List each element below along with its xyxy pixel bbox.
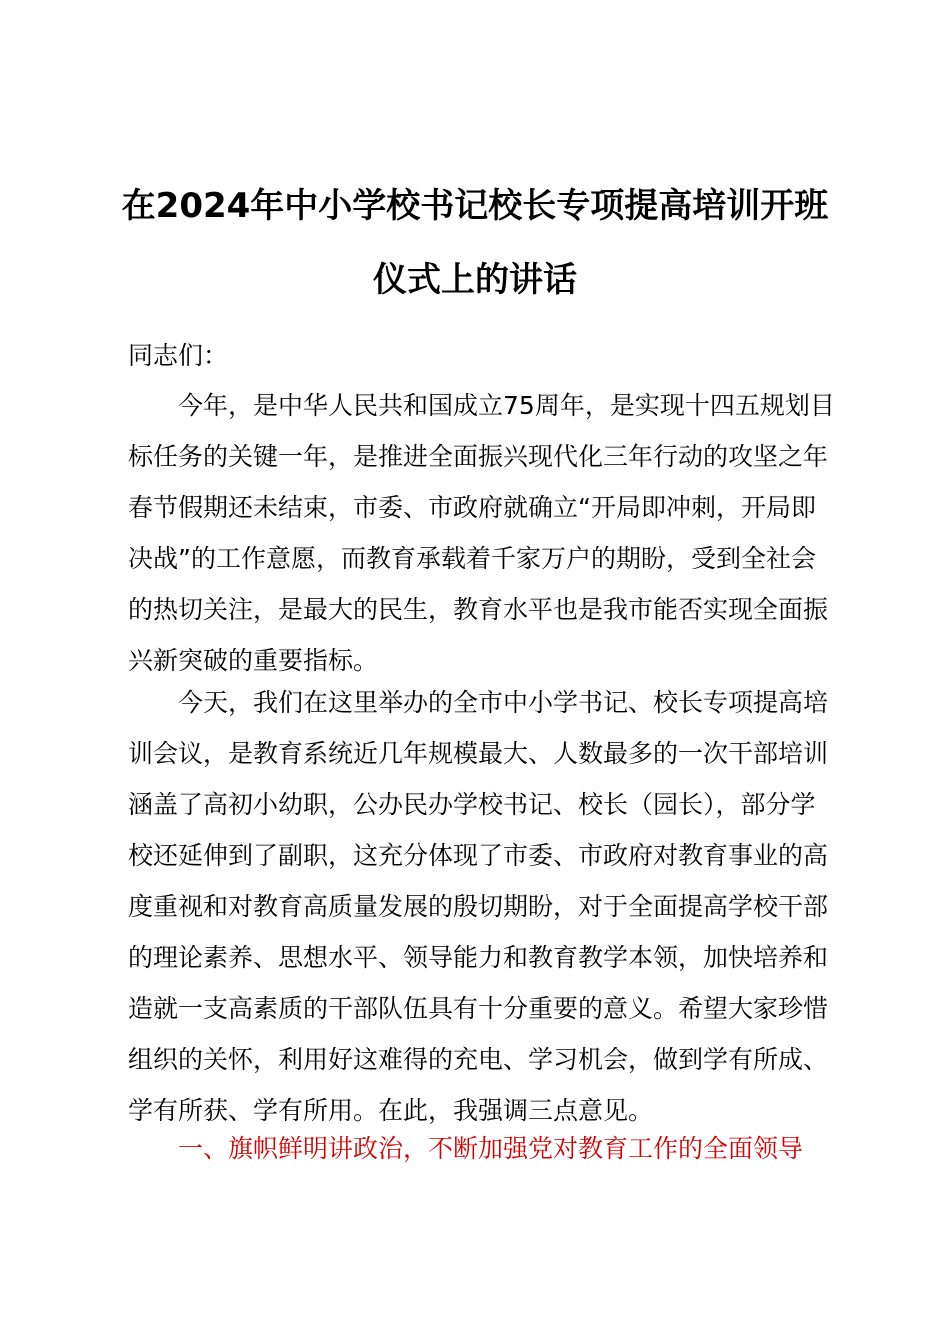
paragraph-line: 决战”的工作意愿，而教育承载着千家万户的期盼，受到全社会	[128, 544, 816, 573]
paragraph-line: 今天，我们在这里举办的全市中小学书记、校长专项提高培	[178, 688, 829, 717]
paragraph-line: 的热切关注，是最大的民生，教育水平也是我市能否实现全面振	[128, 595, 829, 624]
paragraph-line: 涵盖了高初小幼职，公办民办学校书记、校长（园长），部分学	[128, 790, 816, 819]
salutation: 同志们：	[128, 341, 229, 370]
section-heading-1: 一、旗帜鲜明讲政治，不断加强党对教育工作的全面领导	[178, 1134, 804, 1163]
document-title-line-1: 在2024年中小学校书记校长专项提高培训开班	[121, 186, 829, 226]
paragraph-line: 度重视和对教育高质量发展的殷切期盼，对于全面提高学校干部	[128, 892, 829, 921]
paragraph-line: 兴新突破的重要指标。	[128, 646, 379, 675]
paragraph-line: 校还延伸到了副职，这充分体现了市委、市政府对教育事业的高	[128, 841, 829, 870]
paragraph-line: 组织的关怀，利用好这难得的充电、学习机会，做到学有所成、	[128, 1045, 829, 1074]
paragraph-line: 今年，是中华人民共和国成立75周年，是实现十四五规划目	[178, 391, 835, 420]
paragraph-line: 造就一支高素质的干部队伍具有十分重要的意义。希望大家珍惜	[128, 994, 829, 1023]
paragraph-2	[128, 677, 842, 1136]
paragraph-1	[128, 380, 842, 686]
paragraph-line: 训会议，是教育系统近几年规模最大、人数最多的一次干部培训	[128, 739, 829, 768]
paragraph-line: 标任务的关键一年，是推进全面振兴现代化三年行动的攻坚之年	[128, 442, 829, 471]
paragraph-line: 的理论素养、思想水平、领导能力和教育教学本领，加快培养和	[128, 943, 829, 972]
paragraph-line: 学有所获、学有所用。在此，我强调三点意见。	[128, 1096, 654, 1125]
paragraph-line: 春节假期还未结束，市委、市政府就确立“开局即冲刺，开局即	[128, 493, 816, 522]
document-title-line-2: 仪式上的讲话	[373, 260, 577, 300]
